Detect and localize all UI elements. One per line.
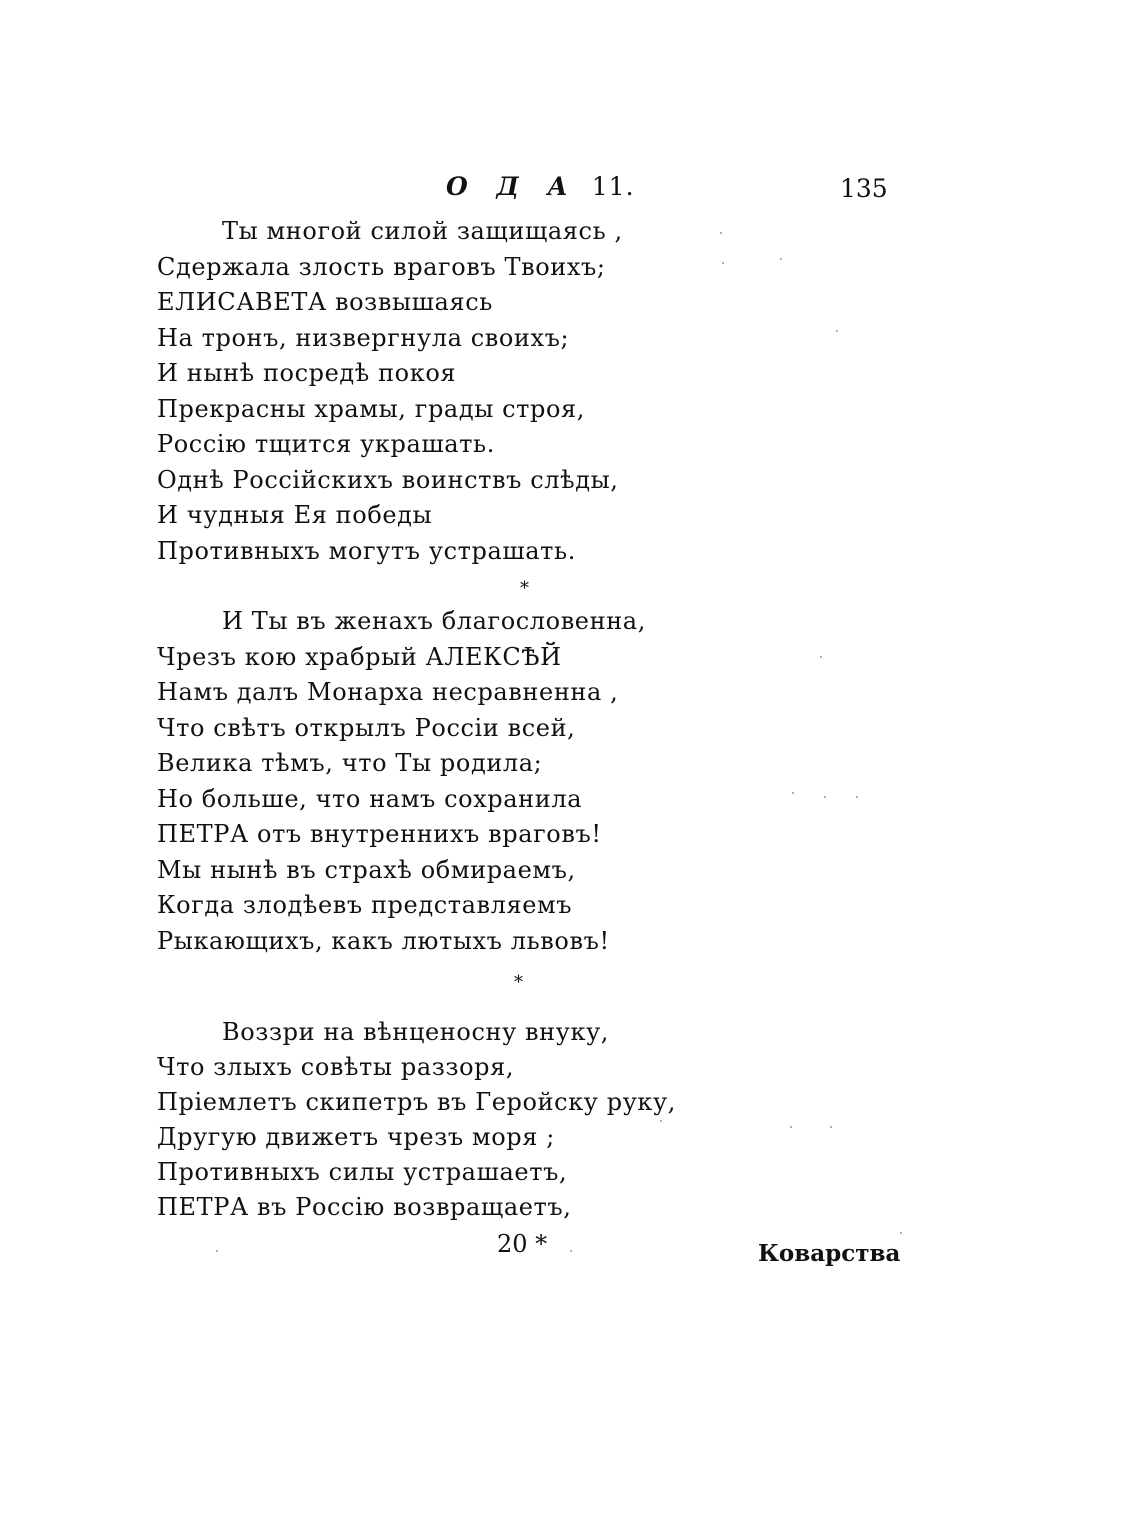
speck bbox=[792, 792, 794, 794]
verse-line: Чрезъ кою храбрый АЛЕКСѢЙ bbox=[157, 642, 562, 671]
verse-line: Велика тѣмъ, что Ты родила; bbox=[157, 749, 543, 777]
verse-line: Россiю тщится украшать. bbox=[157, 430, 495, 458]
verse-line: Когда злодѣевъ представляемъ bbox=[157, 891, 573, 919]
verse-line: Рыкающихъ, какъ лютыхъ львовъ! bbox=[157, 926, 610, 955]
speck bbox=[216, 1250, 218, 1252]
speck bbox=[900, 1232, 902, 1234]
speck bbox=[830, 1126, 832, 1128]
signature-mark: 20 * bbox=[497, 1230, 548, 1258]
speck bbox=[790, 1126, 792, 1128]
speck bbox=[856, 796, 858, 798]
verse-line: Противныхъ силы устрашаетъ, bbox=[157, 1158, 568, 1186]
verse-line: Противныхъ могутъ устрашать. bbox=[157, 536, 576, 565]
speck bbox=[824, 796, 826, 798]
verse-line: Прiемлетъ скипетръ въ Геройску руку, bbox=[157, 1088, 676, 1116]
running-title bbox=[446, 172, 635, 201]
verse-line: Мы нынѣ въ страхѣ обмираемъ, bbox=[157, 855, 576, 884]
verse-line: Намъ далъ Монарха несравненна , bbox=[157, 678, 619, 706]
verse-line: ПЕТРА отъ внутреннихъ враговъ! bbox=[157, 820, 602, 848]
stanza-1 bbox=[157, 214, 717, 569]
verse-line: Однѣ Россiйскихъ воинствъ слѣды, bbox=[157, 465, 619, 494]
verse-line: Что свѣтъ открылъ Россiи всей, bbox=[157, 713, 576, 742]
verse-line: На тронъ, низвергнула своихъ; bbox=[157, 323, 570, 352]
speck bbox=[780, 258, 782, 260]
verse-line: И нынѣ посредѣ покоя bbox=[157, 359, 457, 387]
verse-line: Сдержала злость враговъ Твоихъ; bbox=[157, 252, 606, 281]
verse-line: Ты многой силой защищаясь , bbox=[222, 217, 623, 245]
stanza-divider: * bbox=[520, 578, 529, 599]
stanza-divider: * bbox=[514, 972, 523, 993]
stanza-2 bbox=[157, 604, 717, 959]
verse-line: И чудныя Ея победы bbox=[157, 501, 433, 529]
speck bbox=[836, 330, 838, 332]
page-number: 135 bbox=[840, 174, 888, 203]
speck bbox=[820, 656, 822, 658]
verse-line: ЕЛИСАВЕТА возвышаясь bbox=[157, 288, 493, 316]
ode-number: 11. bbox=[591, 172, 635, 201]
stanza-3 bbox=[157, 1015, 717, 1225]
speck bbox=[722, 262, 724, 264]
speck bbox=[720, 232, 722, 234]
verse-line: ПЕТРА въ Россiю возвращаетъ, bbox=[157, 1193, 572, 1221]
catchword: Коварства bbox=[758, 1240, 901, 1267]
verse-line: Воззри на вѣнценосну внуку, bbox=[222, 1018, 610, 1046]
verse-line: Но больше, что намъ сохранила bbox=[157, 784, 583, 813]
verse-line: И Ты въ женахъ благословенна, bbox=[222, 607, 646, 635]
ode-title: О Д А bbox=[446, 172, 578, 201]
speck bbox=[660, 1120, 662, 1122]
verse-line: Прекрасны храмы, грады строя, bbox=[157, 394, 586, 423]
speck bbox=[570, 1250, 572, 1252]
verse-line: Что злыхъ совѣты раззоря, bbox=[157, 1053, 515, 1081]
verse-line: Другую движетъ чрезъ моря ; bbox=[157, 1123, 555, 1151]
